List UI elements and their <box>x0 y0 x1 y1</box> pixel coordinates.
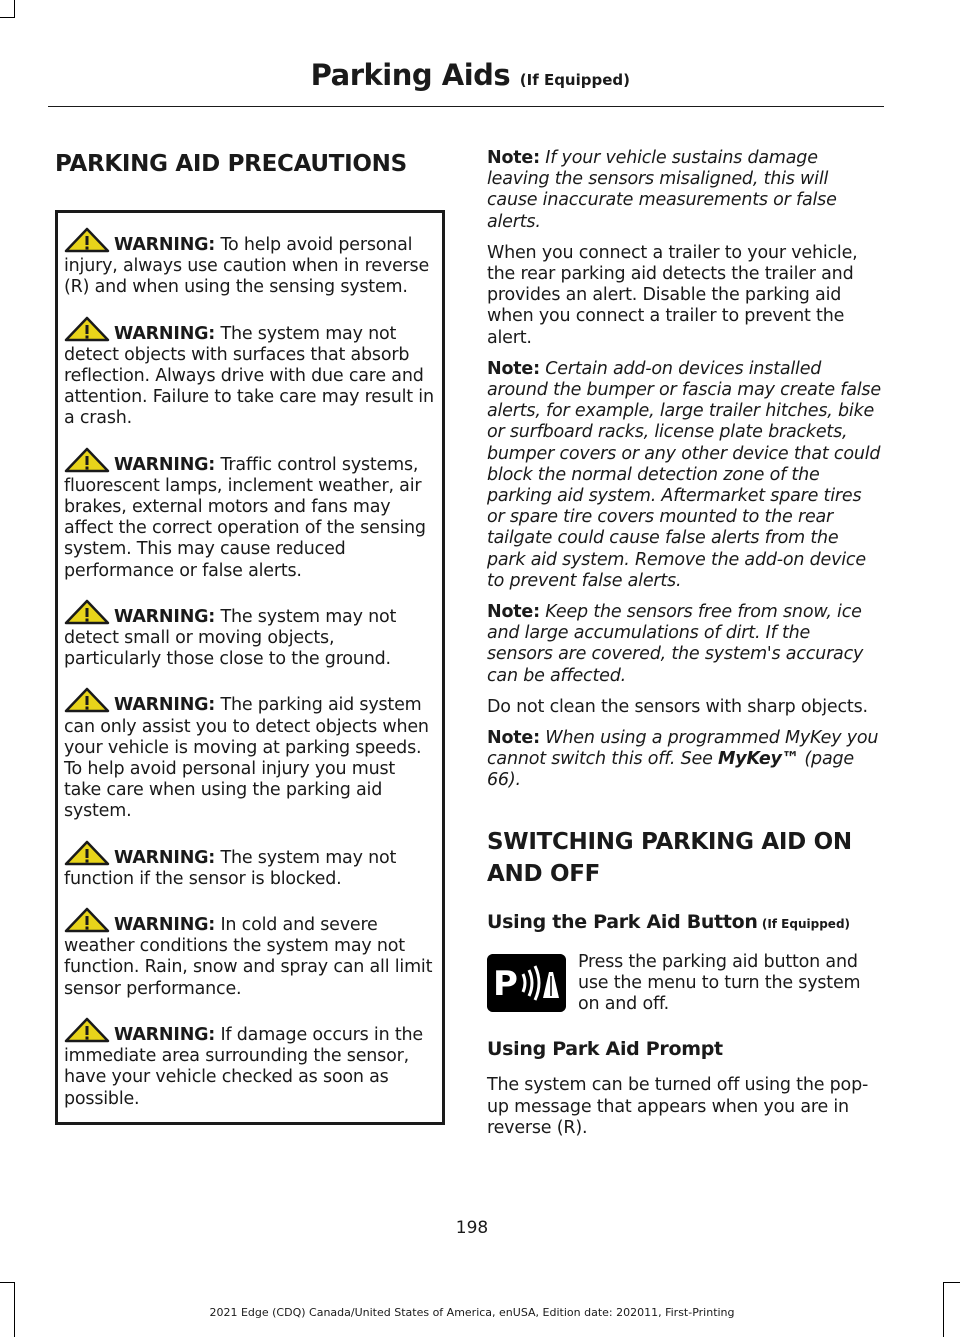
right-column <box>487 148 881 1149</box>
note-text: Certain add-on devices installed around the bumper or fascia may create false alerts, for example, large trailer hitches, bike or surfboard racks, license plate brackets, bumper covers or any other device that could block the normal detection zone of the parking aid system. Aftermarket spare tires or spare tire covers mounted to the rear tailgate could cause false alerts from the park aid system. Remove the add-on device to prevent false alerts. <box>487 358 881 591</box>
left-column <box>55 148 445 1125</box>
note-page-ref: (page 66). <box>487 749 854 791</box>
warning-label: WARNING: <box>114 606 216 627</box>
warning-triangle-icon <box>64 599 110 625</box>
note-label: Note: <box>487 358 540 379</box>
note-text: When using a programmed MyKey you cannot switch this off. See <box>487 728 879 770</box>
warning-label: WARNING: <box>114 695 216 716</box>
warning-label: WARNING: <box>114 454 216 475</box>
header-subtitle: (If Equipped) <box>519 71 630 89</box>
warning-label: WARNING: <box>114 847 216 868</box>
subheading-park-aid-button <box>487 910 881 936</box>
note-label: Note: <box>487 728 540 749</box>
warning-text: The parking aid system can only assist you to detect objects when your vehicle is moving at parking speeds. To help avoid personal injury you must take care when using the parking aid system. <box>64 695 429 822</box>
warning-text: Traffic control systems, fluorescent lamps, inclement weather, air brakes, external motors and fans may affect the correct operation of the sensing system. This may cause reduced performance or false alerts. <box>64 454 426 581</box>
note-mykey <box>487 728 881 792</box>
paragraph-prompt: The system can be turned off using the pop-up message that appears when you are in reverse (R). <box>487 1075 869 1138</box>
warning-item <box>64 907 436 1000</box>
note-add-on-devices <box>487 359 881 592</box>
warning-item <box>64 687 436 822</box>
park-aid-button-text: Press the parking aid button and use the menu to turn the system on and off. <box>578 951 861 1015</box>
page-number: 198 <box>455 1218 489 1238</box>
note-keep-sensors-clean <box>487 602 881 687</box>
park-aid-button-row <box>487 952 881 1016</box>
warning-triangle-icon <box>64 907 110 933</box>
note-sensor-damage <box>487 148 881 233</box>
warning-item <box>64 599 436 671</box>
crop-mark <box>0 1282 15 1283</box>
paragraph-sharp-objects: Do not clean the sensors with sharp objects. <box>487 696 868 717</box>
warning-text: If damage occurs in the immediate area surrounding the sensor, have your vehicle checked as soon as possible. <box>64 1024 423 1109</box>
warning-triangle-icon <box>64 687 110 713</box>
warning-label: WARNING: <box>114 235 216 255</box>
subheading-suffix: (If Equipped) <box>757 916 851 931</box>
subheading-text: Using the Park Aid Button <box>487 910 758 933</box>
warning-item <box>64 316 436 430</box>
warning-item <box>64 840 436 890</box>
warning-text: The system may not function if the sensor is blocked. <box>64 847 397 889</box>
warning-triangle-icon <box>64 316 110 342</box>
note-label: Note: <box>487 148 540 168</box>
warning-label: WARNING: <box>114 915 216 936</box>
crop-mark <box>943 1282 960 1283</box>
footer-edition: 2021 Edge (CDQ) Canada/United States of America, enUSA, Edition date: 202011, First-Printing <box>209 1306 735 1319</box>
svg-text:P: P <box>493 963 518 1004</box>
header-title-text: Parking Aids <box>310 58 511 92</box>
mykey-link[interactable]: MyKey™ <box>718 749 800 770</box>
warning-label: WARNING: <box>114 1024 216 1045</box>
warning-triangle-icon <box>64 1017 110 1043</box>
crop-mark <box>14 0 15 17</box>
header-rule <box>48 106 884 107</box>
warning-item <box>64 447 436 582</box>
warning-label: WARNING: <box>114 323 216 344</box>
subheading-park-aid-prompt: Using Park Aid Prompt <box>487 1038 723 1061</box>
warning-triangle-icon <box>64 840 110 866</box>
note-label: Note: <box>487 602 540 623</box>
warning-text: To help avoid personal injury, always use caution when in reverse (R) and when using the sensing system. <box>64 235 430 298</box>
warning-triangle-icon <box>64 227 110 253</box>
page-header-title <box>311 58 630 92</box>
section-heading-switching: SWITCHING PARKING AID ON AND OFF <box>487 828 852 887</box>
crop-mark <box>0 17 15 18</box>
warning-item <box>64 1017 436 1110</box>
warning-text: In cold and severe weather conditions the system may not function. Rain, snow and spray can all limit sensor performance. <box>64 915 433 999</box>
paragraph-trailer: When you connect a trailer to your vehicle, the rear parking aid detects the trailer and provides an alert. Disable the parking aid when you connect a trailer to prevent the alert. <box>487 242 858 348</box>
warning-text: The system may not detect small or moving objects, particularly those close to the ground. <box>64 606 397 670</box>
note-text: If your vehicle sustains damage leaving the sensors misaligned, this will cause inaccurate measurements or false alerts. <box>487 148 837 232</box>
park-aid-button-icon <box>487 954 566 1012</box>
section-heading-precautions: PARKING AID PRECAUTIONS <box>55 151 407 177</box>
warning-text: The system may not detect objects with surfaces that absorb reflection. Always drive with due care and attention. Failure to take care may result in a crash. <box>64 323 434 429</box>
warning-item <box>64 227 436 299</box>
warnings-box <box>55 210 445 1125</box>
note-text: Keep the sensors free from snow, ice and large accumulations of dirt. If the sensors are covered, the system's accuracy can be affected. <box>487 602 864 686</box>
warning-triangle-icon <box>64 447 110 473</box>
